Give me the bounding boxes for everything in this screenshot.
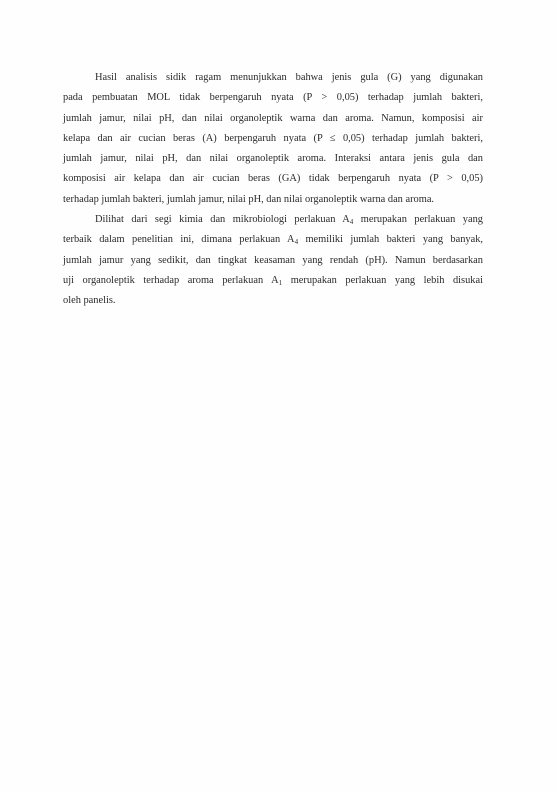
text-fragment: memiliki jumlah bakteri yang banyak, (298, 234, 484, 246)
text-line (63, 230, 483, 250)
text-line: jumlah jamur yang sedikit, dan tingkat keasaman yang rendah (pH). Namun berdasarkan (63, 254, 483, 266)
paragraph-analysis (63, 68, 483, 210)
paragraph-best-treatment (63, 210, 483, 311)
text-line: terhadap jumlah bakteri, jumlah jamur, nilai pH, dan nilai organoleptik warna dan aroma. (63, 193, 435, 205)
text-line: kelapa dan air cucian beras (A) berpengaruh nyata (P ≤ 0,05) terhadap jumlah bakteri, (63, 132, 483, 144)
subscript: 4 (294, 238, 299, 247)
text-line: pada pembuatan MOL tidak berpengaruh nyata (P > 0,05) terhadap jumlah bakteri, (63, 92, 483, 104)
conclusion-text (63, 68, 483, 312)
text-fragment: terbaik dalam penelitian ini, dimana perlakuan A (63, 234, 295, 246)
text-line: oleh panelis. (63, 295, 116, 307)
subscript: 1 (278, 278, 283, 287)
text-line (63, 210, 483, 230)
subscript: 4 (349, 218, 354, 227)
text-line: komposisi air kelapa dan air cucian beras (GA) tidak berpengaruh nyata (P > 0,05) (63, 173, 483, 185)
text-fragment: Dilihat dari segi kimia dan mikrobiologi perlakuan A (95, 214, 350, 226)
text-fragment: merupakan perlakuan yang (353, 214, 483, 226)
text-line: jumlah jamur, nilai pH, dan nilai organoleptik aroma. Interaksi antara jenis gula dan (63, 153, 483, 165)
text-line: jumlah jamur, nilai pH, dan nilai organoleptik warna dan aroma. Namun, komposisi air (63, 112, 483, 124)
text-fragment: uji organoleptik terhadap aroma perlakuan A (63, 274, 279, 286)
text-line: Hasil analisis sidik ragam menunjukkan bahwa jenis gula (G) yang digunakan (95, 72, 483, 83)
text-fragment: merupakan perlakuan yang lebih disukai (282, 274, 483, 286)
text-line (63, 271, 483, 291)
